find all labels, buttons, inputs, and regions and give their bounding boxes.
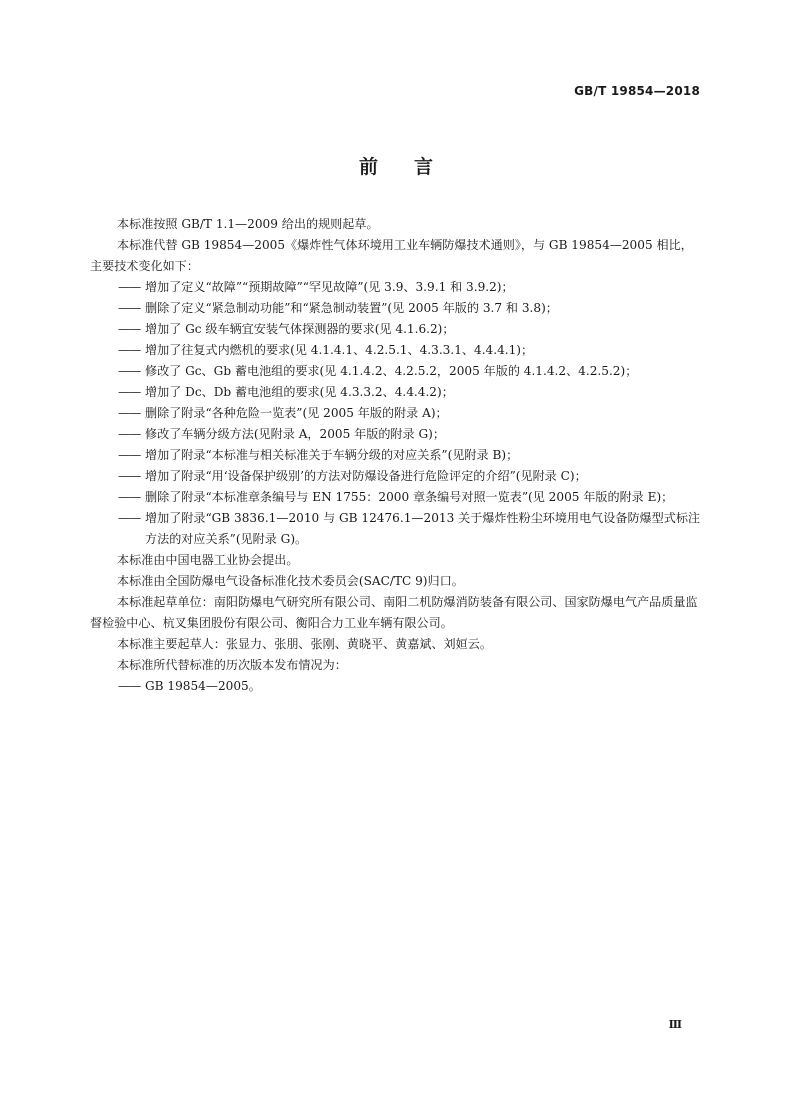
page-number: Ⅲ <box>668 1018 682 1031</box>
change-item <box>90 424 702 445</box>
dash-marker: —— <box>118 490 141 504</box>
drafting-units-paragraph: 本标准起草单位：南阳防爆电气研究所有限公司、南阳二机防爆消防装备有限公司、国家防爆电气产品质量监督检验中心、杭叉集团股份有限公司、衡阳合力工业车辆有限公司。 <box>90 595 698 630</box>
proposer-paragraph: 本标准由中国电器工业协会提出。 <box>117 553 299 567</box>
dash-marker: —— <box>118 322 141 336</box>
change-item-text: 增加了 Gc 级车辆宜安装气体探测器的要求(见 4.1.6.2)； <box>145 322 455 336</box>
standard-code: GB/T 19854—2018 <box>574 84 700 98</box>
dash-marker: —— <box>118 364 141 378</box>
change-item-text: 增加了附录“GB 3836.1—2010 与 GB 12476.1—2013 关于爆炸性粉尘环境用电气设备防爆型式标注方法的对应关系”(见附录 G)。 <box>145 511 701 546</box>
change-item <box>90 466 702 487</box>
change-item-text: 删除了附录“本标准章条编号与 EN 1755：2000 章条编号对照一览表”(见 2005 年版的附录 E)； <box>145 490 674 504</box>
dash-marker: —— <box>118 679 141 693</box>
change-item-text: 增加了附录“本标准与相关标准关于车辆分级的对应关系”(见附录 B)； <box>145 448 519 462</box>
replacement-paragraph: 本标准代替 GB 19854—2005《爆炸性气体环境用工业车辆防爆技术通则》，与 GB 19854—2005 相比，主要技术变化如下： <box>90 238 693 273</box>
change-item <box>90 445 702 466</box>
dash-marker: —— <box>118 301 141 315</box>
dash-marker: —— <box>118 280 141 294</box>
drafting-rules-paragraph: 本标准按照 GB/T 1.1—2009 给出的规则起草。 <box>117 217 379 231</box>
change-item <box>90 361 702 382</box>
change-item <box>90 298 702 319</box>
dash-marker: —— <box>118 427 141 441</box>
dash-marker: —— <box>118 343 141 357</box>
change-item <box>90 487 702 508</box>
history-item <box>90 676 702 697</box>
history-item-text: GB 19854—2005。 <box>145 679 261 693</box>
history-paragraph: 本标准所代替标准的历次版本发布情况为： <box>117 658 347 672</box>
change-item-text: 修改了 Gc、Gb 蓄电池组的要求(见 4.1.4.2、4.2.5.2，2005 年版的 4.1.4.2、4.2.5.2)； <box>145 364 638 378</box>
committee-paragraph: 本标准由全国防爆电气设备标准化技术委员会(SAC/TC 9)归口。 <box>117 574 464 588</box>
change-item-text: 增加了往复式内燃机的要求(见 4.1.4.1、4.2.5.1、4.3.3.1、4.4.4.1)； <box>145 343 534 357</box>
change-item-text: 增加了附录“用‘设备保护级别’的方法对防爆设备进行危险评定的介绍”(见附录 C)； <box>145 469 587 483</box>
change-item <box>90 382 702 403</box>
dash-marker: —— <box>118 385 141 399</box>
change-item-text: 修改了车辆分级方法(见附录 A，2005 年版的附录 G)； <box>145 427 445 441</box>
change-item-text: 删除了附录“各种危险一览表”(见 2005 年版的附录 A)； <box>145 406 448 420</box>
dash-marker: —— <box>118 511 141 525</box>
change-item <box>90 340 702 361</box>
page-title: 前言 <box>358 156 469 178</box>
dash-marker: —— <box>118 448 141 462</box>
change-item <box>90 319 702 340</box>
drafters-paragraph: 本标准主要起草人：张显力、张朋、张刚、黄晓平、黄嘉斌、刘姮云。 <box>117 637 492 651</box>
dash-marker: —— <box>118 406 141 420</box>
change-item-text: 删除了定义“紧急制动功能”和“紧急制动装置”(见 2005 年版的 3.7 和 3.8)； <box>145 301 558 315</box>
change-item <box>90 508 702 550</box>
change-item <box>90 403 702 424</box>
foreword-body <box>90 214 702 697</box>
change-item-text: 增加了 Dc、Db 蓄电池组的要求(见 4.3.3.2、4.4.4.2)； <box>145 385 454 399</box>
dash-marker: —— <box>118 469 141 483</box>
change-item <box>90 277 702 298</box>
change-item-text: 增加了定义“故障”“预期故障”“罕见故障”(见 3.9、3.9.1 和 3.9.2)； <box>145 280 514 294</box>
